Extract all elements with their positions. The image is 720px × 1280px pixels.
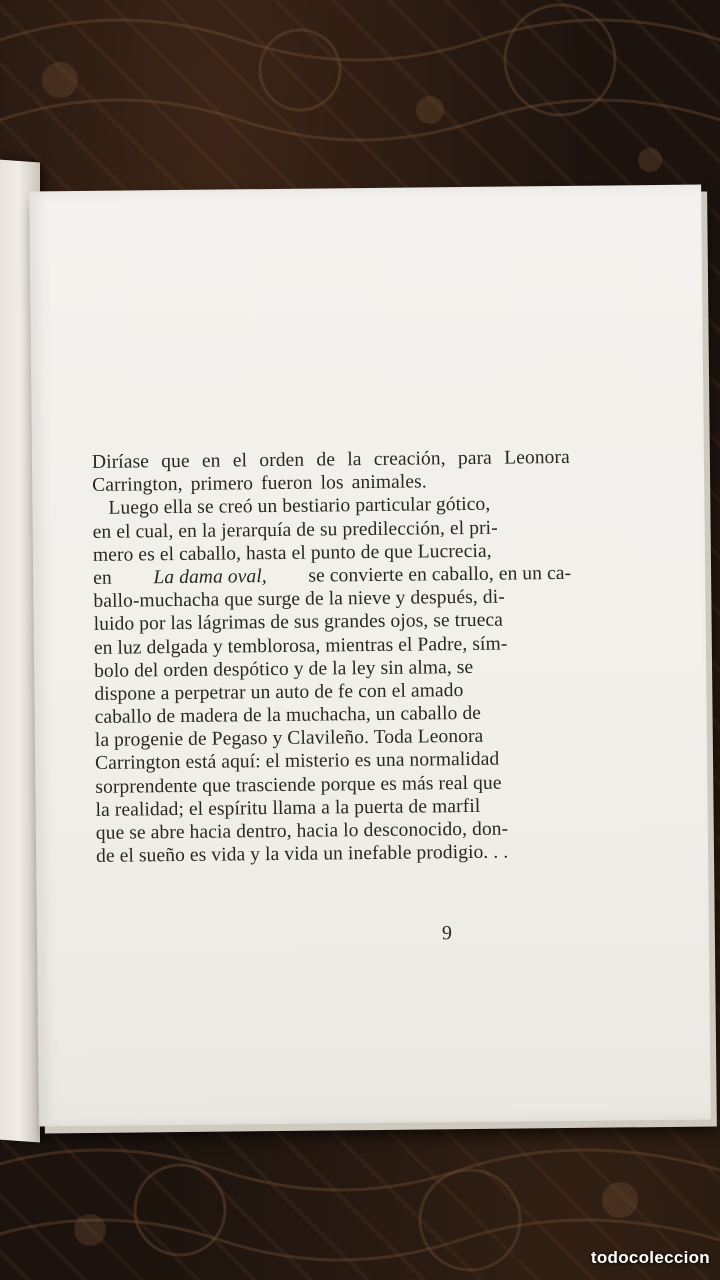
text-line: Diríase que en el orden de la creación, para Leonora — [91, 446, 570, 473]
text-line: Carrington, primero fueron los animales. — [92, 471, 427, 497]
text-line: que se abre hacia dentro, hacia lo desconocido, don- — [95, 818, 509, 844]
text-line: en luz delgada y temblorosa, mientras el Padre, sím- — [93, 633, 508, 659]
book-title-italic: La dama oval, — [153, 566, 267, 589]
text-line: en La dama oval, se convierte en caballo, en un ca- — [93, 562, 572, 589]
text-line: sorprendente que trasciende porque es más real que — [95, 772, 502, 798]
text-line: en el cual, en la jerarquía de su predilección, el pri- — [92, 517, 498, 543]
text-line: de el sueño es vida y la vida un inefable prodigio. . . — [95, 841, 509, 868]
text-line: luido por las lágrimas de sus grandes ojos, se trueca — [93, 609, 504, 636]
text-line: bolo del orden despótico y de la ley sin alma, se — [94, 656, 474, 682]
text-line: Carrington está aquí: el misterio es una normalidad — [95, 749, 500, 775]
text-line: la realidad; el espíritu llama a la puerta de marfil — [95, 795, 481, 821]
text-line: Luego ella se creó un bestiario particular gótico, — [108, 494, 491, 520]
book-page — [29, 185, 711, 1127]
watermark-logo: todocoleccion — [590, 1248, 710, 1267]
text-line: mero es el caballo, hasta el punto de que Lucrecia, — [92, 540, 492, 566]
text-line: la progenie de Pegaso y Clavileño. Toda Leonora — [94, 726, 484, 752]
body-text — [92, 446, 574, 868]
text-line: dispone a perpetrar un auto de fe con el amado — [94, 679, 464, 705]
text-line: ballo-muchacha que surge de la nieve y después, di- — [93, 586, 505, 613]
text-line: caballo de madera de la muchacha, un caballo de — [94, 702, 482, 728]
page-number: 9 — [441, 922, 453, 945]
